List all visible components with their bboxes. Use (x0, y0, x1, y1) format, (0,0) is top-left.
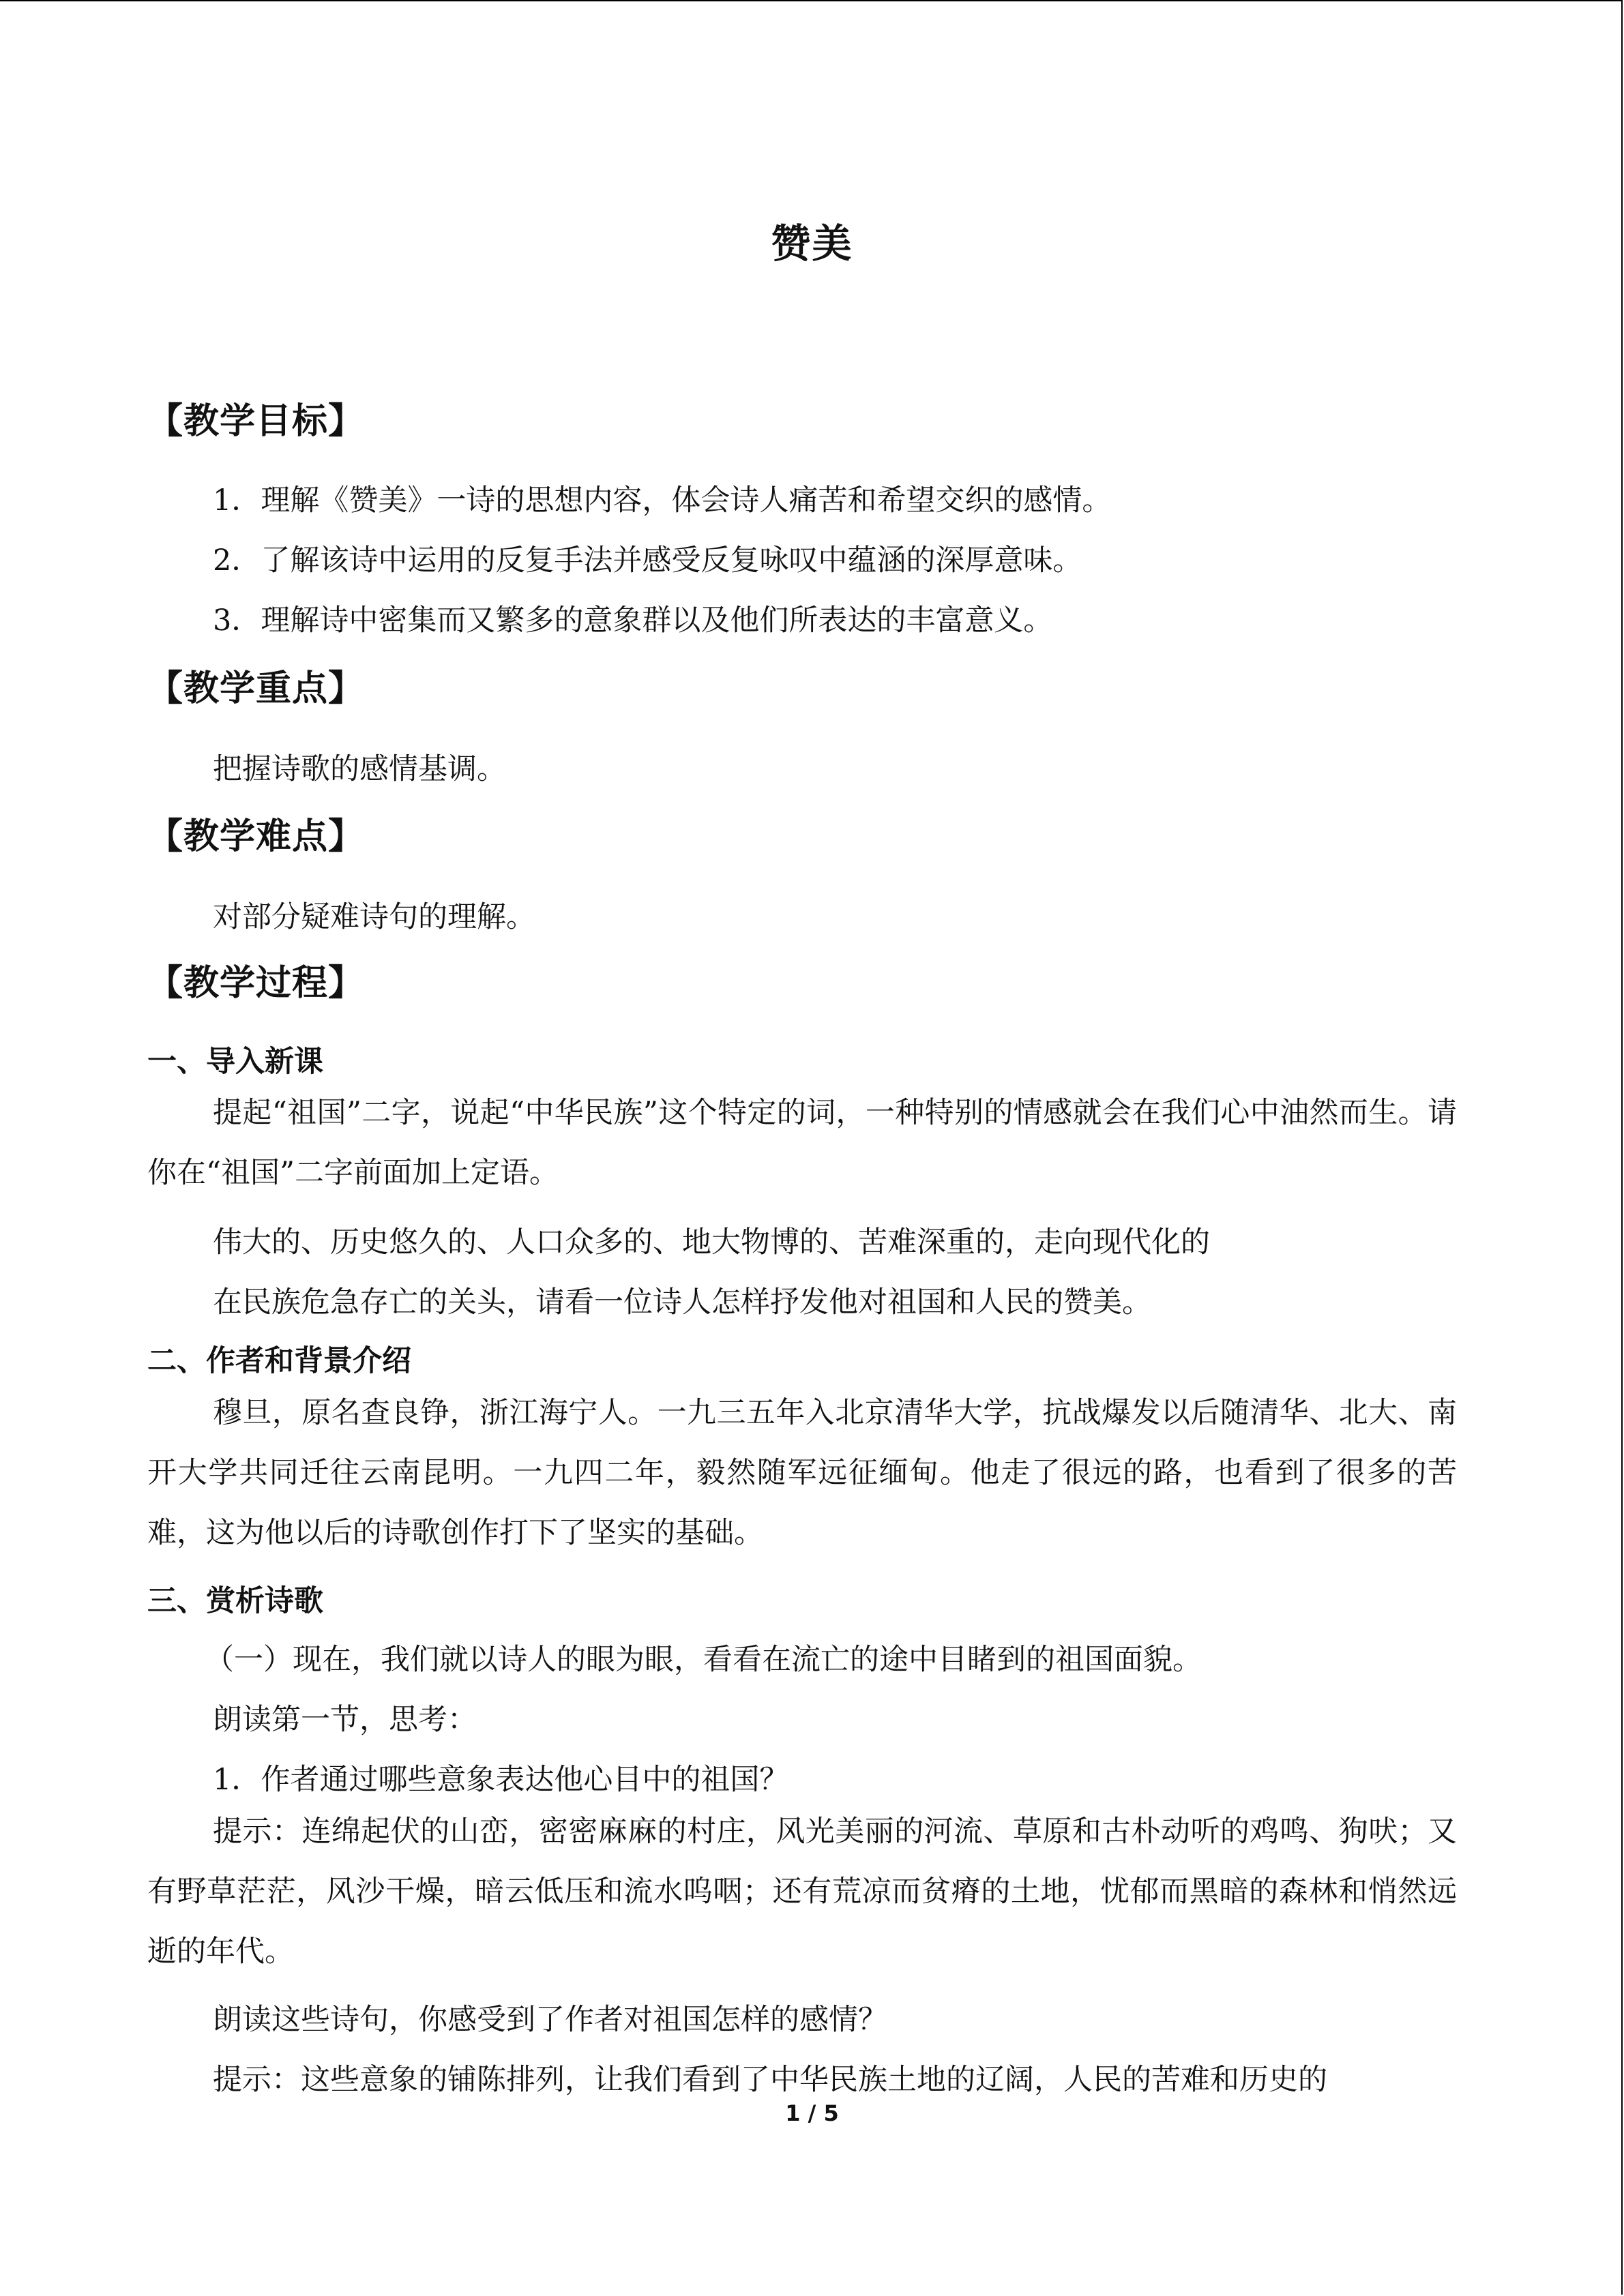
intro-paragraph-2: 伟大的、历史悠久的、人口众多的、地大物博的、苦难深重的，走向现代化的 (213, 1225, 1210, 1259)
subheading-author: 二、作者和背景介绍 (147, 1344, 411, 1378)
objective-item-3: 3．理解诗中密集而又繁多的意象群以及他们所表达的丰富意义。 (213, 603, 1053, 638)
author-paragraph: 穆旦，原名查良铮，浙江海宁人。一九三五年入北京清华大学，抗战爆发以后随清华、北大、南开大学共同迁往云南昆明。一九四二年，毅然随军远征缅甸。他走了很远的路，也看到了很多的苦难，这为他以后的诗歌创作打下了坚实的基础。 (147, 1396, 1457, 1550)
appreciation-question-2: 朗读这些诗句，你感受到了作者对祖国怎样的感情？ (213, 2003, 887, 2037)
appreciation-hint-1: 提示：连绵起伏的山峦，密密麻麻的村庄，风光美丽的河流、草原和古朴动听的鸡鸣、狗吠；又有野草茫茫，风沙干燥，暗云低压和流水呜咽；还有荒凉而贫瘠的土地，忧郁而黑暗的森林和悄然远逝的年代。 (147, 1815, 1457, 1969)
objective-item-1: 1．理解《赞美》一诗的思想内容，体会诗人痛苦和希望交织的感情。 (213, 483, 1112, 518)
objective-item-2: 2．了解该诗中运用的反复手法并感受反复咏叹中蕴涵的深厚意味。 (213, 543, 1082, 578)
key-points-text: 把握诗歌的感情基调。 (213, 752, 506, 786)
intro-paragraph-3: 在民族危急存亡的关头，请看一位诗人怎样抒发他对祖国和人民的赞美。 (213, 1285, 1151, 1320)
subheading-intro: 一、导入新课 (147, 1045, 323, 1079)
section-heading-process: 【教学过程】 (147, 963, 365, 1004)
intro-paragraph-1: 提起“祖国”二字，说起“中华民族”这个特定的词，一种特别的情感就会在我们心中油然而生。请你在“祖国”二字前面加上定语。 (147, 1096, 1457, 1190)
difficulties-text: 对部分疑难诗句的理解。 (213, 900, 535, 934)
appreciation-paragraph-2: 朗读第一节，思考： (213, 1703, 477, 1737)
appreciation-hint-2: 提示：这些意象的铺陈排列，让我们看到了中华民族土地的辽阔，人民的苦难和历史的 (213, 2063, 1327, 2097)
appreciation-paragraph-1: （一）现在，我们就以诗人的眼为眼，看看在流亡的途中目睹到的祖国面貌。 (205, 1643, 1202, 1677)
document-title: 赞美 (771, 220, 853, 267)
appreciation-question-1: 1．作者通过哪些意象表达他心目中的祖国？ (213, 1763, 789, 1797)
section-heading-objectives: 【教学目标】 (147, 401, 365, 442)
subheading-appreciation: 三、赏析诗歌 (147, 1584, 323, 1618)
section-heading-difficulties: 【教学难点】 (147, 816, 365, 857)
page-number: 1 / 5 (785, 2100, 839, 2126)
section-heading-key-points: 【教学重点】 (147, 668, 365, 709)
